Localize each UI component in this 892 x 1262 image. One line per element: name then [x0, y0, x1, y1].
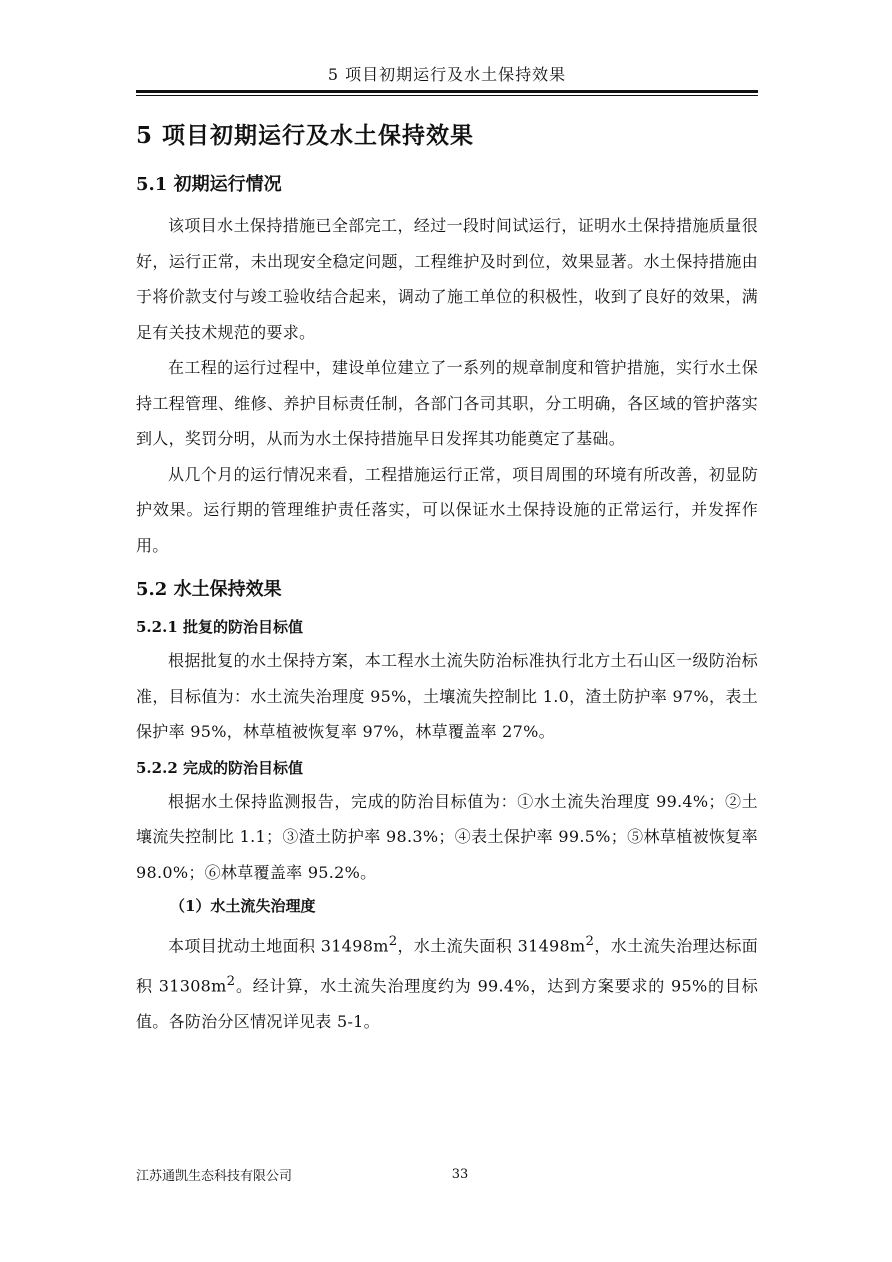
item-1-heading: （1）水土流失治理度	[170, 897, 316, 915]
chapter-title: 5 项目初期运行及水土保持效果	[136, 122, 475, 149]
subsection-5-2-2-paragraph: 根据水土保持监测报告，完成的防治目标值为：①水土流失治理度 99.4%；②土壤流失控制比 1.1；③渣土防护率 98.3%；④表土保护率 99.5%；⑤林草植被恢复率 98.0%；⑥林草覆盖率 95.2%。	[136, 791, 758, 882]
superscript-2: 2	[226, 973, 236, 989]
subsection-5-2-1-heading: 5.2.1 批复的防治目标值	[136, 618, 303, 636]
subsection-5-2-1-paragraph: 根据批复的水土保持方案，本工程水土流失防治标准执行北方土石山区一级防治标准，目标值为：水土流失治理度 95%，土壤流失控制比 1.0，渣土防护率 97%，表土保护率 95%，林草植被恢复率 97%，林草覆盖率 27%。	[136, 651, 758, 741]
subsection-5-2-2-heading: 5.2.2 完成的防治目标值	[136, 758, 303, 777]
running-header: 5 项目初期运行及水土保持效果	[327, 65, 567, 84]
item-1-text-segment: ，水土流失面积 31498m	[397, 936, 586, 956]
header-rule-thick	[136, 90, 758, 93]
section-5-2-heading: 5.2 水土保持效果	[136, 579, 282, 600]
section-5-1-paragraph-3: 从几个月的运行情况来看，工程措施运行正常，项目周围的环境有所改善，初显防护效果。运行期的管理维护责任落实，可以保证水土保持设施的正常运行，并发挥作用。	[136, 464, 758, 555]
item-1-text-segment: 本项目扰动土地面积 31498m	[168, 936, 389, 956]
superscript-2: 2	[388, 934, 398, 949]
section-5-1-heading: 5.1 初期运行情况	[136, 174, 282, 195]
item-1-paragraph	[136, 924, 758, 1039]
item-1-text-segment: 。经计算，水土流失治理度约为 99.4%，达到方案要求的 95%的目标值。各防治分区情况详见表 5-1。	[136, 976, 758, 1031]
page-content	[136, 114, 758, 1039]
superscript-2: 2	[585, 934, 595, 949]
page-number: 33	[451, 1167, 469, 1182]
footer-company: 江苏通凯生态科技有限公司	[136, 1169, 293, 1184]
item-1-text-segment: ，水土流失治理达标面积 31308m	[136, 936, 758, 996]
section-5-1-paragraph-2: 在工程的运行过程中，建设单位建立了一系列的规章制度和管护措施，实行水土保持工程管理、维修、养护目标责任制，各部门各司其职，分工明确，各区域的管护落实到人，奖罚分明，从而为水土保持措施早日发挥其功能奠定了基础。	[136, 358, 758, 448]
header-rule-thin	[136, 95, 758, 96]
section-5-1-paragraph-1: 该项目水土保持措施已全部完工，经过一段时间试运行，证明水土保持措施质量很好，运行正常，未出现安全稳定问题，工程维护及时到位，效果显著。水土保持措施由于将价款支付与竣工验收结合起来，调动了施工单位的积极性，收到了良好的效果，满足有关技术规范的要求。	[136, 216, 758, 342]
